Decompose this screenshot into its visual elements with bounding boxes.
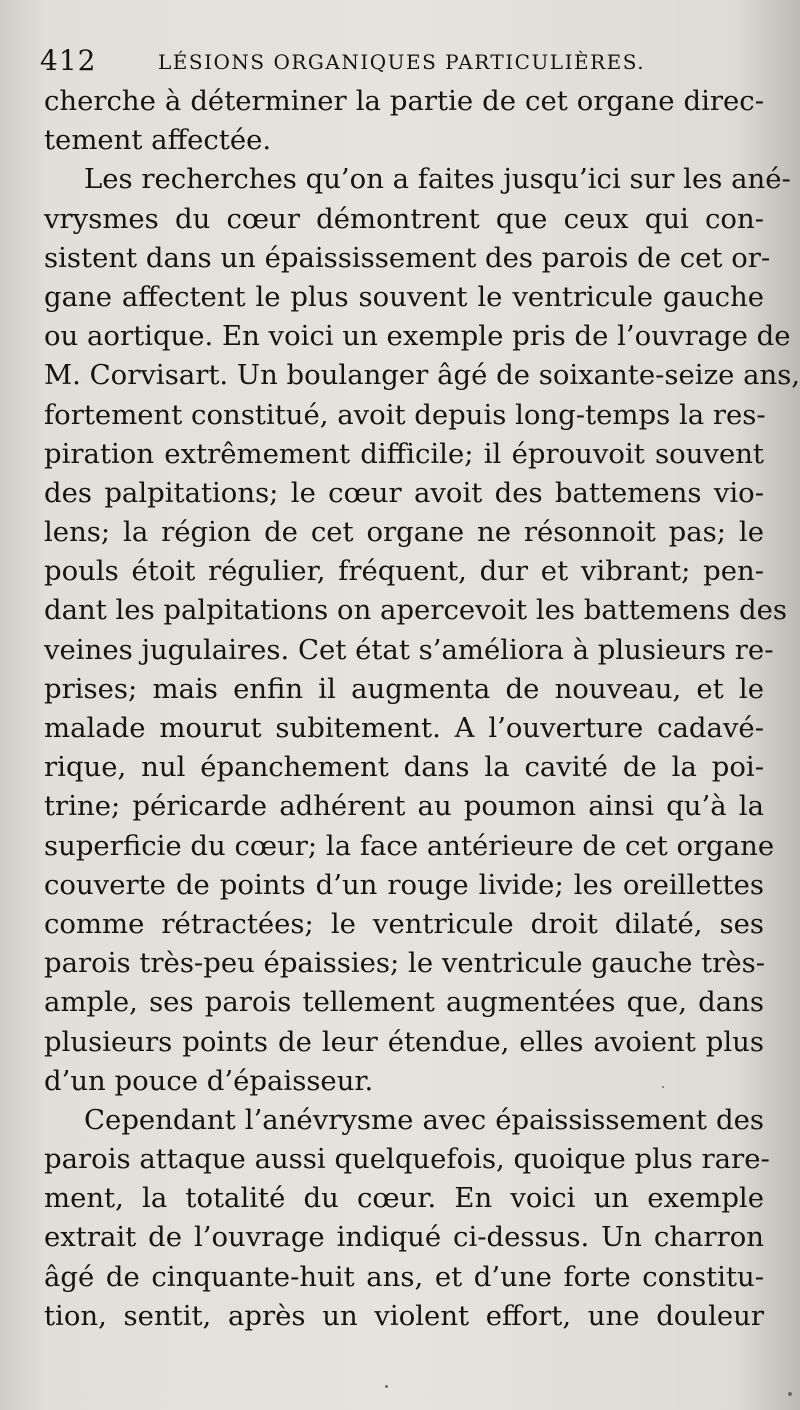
text-line: Cependant l’anévrysme avec épaississement des <box>84 1103 764 1136</box>
text-line: piration extrêmement difficile; il éprouvoit souvent <box>44 437 764 470</box>
paper-speck <box>385 1385 388 1388</box>
text-line: ou aortique. En voici un exemple pris de l’ouvrage de <box>44 320 791 353</box>
text-line: comme rétractées; le ventricule droit dilaté, ses <box>44 907 764 940</box>
text-line: parois attaque aussi quelquefois, quoique plus rare- <box>44 1143 770 1176</box>
text-line: vrysmes du cœur démontrent que ceux qui con- <box>44 202 764 235</box>
paper-speck <box>788 1392 792 1396</box>
text-line: ment, la totalité du cœur. En voici un exemple <box>44 1182 764 1215</box>
text-line: gane affectent le plus souvent le ventricule gauche <box>44 280 764 313</box>
text-line: trine; péricarde adhérent au poumon ainsi qu’à la <box>44 790 764 823</box>
body-text <box>44 82 800 1336</box>
text-line: rique, nul épanchement dans la cavité de la poi- <box>44 751 764 784</box>
text-line: pouls étoit régulier, fréquent, dur et vibrant; pen- <box>44 555 764 588</box>
text-line: d’un pouce d’épaisseur. <box>44 1064 374 1097</box>
text-line: superficie du cœur; la face antérieure de cet organe <box>44 829 775 862</box>
text-line: âgé de cinquante-huit ans, et d’une forte constitu- <box>44 1260 764 1293</box>
text-line: lens; la région de cet organe ne résonnoit pas; le <box>44 516 764 549</box>
text-line: cherche à déterminer la partie de cet organe direc- <box>44 85 764 117</box>
text-line: M. Corvisart. Un boulanger âgé de soixante-seize ans, <box>44 359 800 392</box>
text-line: des palpitations; le cœur avoit des battemens vio- <box>44 476 764 509</box>
paper-speck <box>662 1086 664 1088</box>
text-line: parois très-peu épaissies; le ventricule gauche très- <box>44 947 766 980</box>
text-line: veines jugulaires. Cet état s’améliora à plusieurs re- <box>44 633 774 666</box>
text-line: couverte de points d’un rouge livide; les oreillettes <box>44 868 764 901</box>
text-line: Les recherches qu’on a faites jusqu’ici sur les ané- <box>84 163 791 196</box>
running-head: LÉSIONS ORGANIQUES PARTICULIÈRES. <box>158 50 646 74</box>
text-line: malade mourut subitement. A l’ouverture cadavé- <box>44 712 764 744</box>
text-line: tion, sentit, après un violent effort, une douleur <box>44 1299 764 1332</box>
text-line: extrait de l’ouvrage indiqué ci-dessus. Un charron <box>44 1221 764 1254</box>
text-line: sistent dans un épaississement des parois de cet or- <box>44 241 771 274</box>
text-line: tement affectée. <box>44 124 272 157</box>
page-number: 412 <box>40 44 97 77</box>
text-line: prises; mais enfin il augmenta de nouveau, et le <box>44 672 764 705</box>
text-line: ample, ses parois tellement augmentées que, dans <box>44 986 764 1019</box>
text-line: dant les palpitations on apercevoit les battemens des <box>44 594 788 627</box>
page-header <box>40 40 760 84</box>
text-line: plusieurs points de leur étendue, elles avoient plus <box>44 1025 764 1058</box>
text-line: fortement constitué, avoit depuis long-temps la res- <box>44 398 766 431</box>
